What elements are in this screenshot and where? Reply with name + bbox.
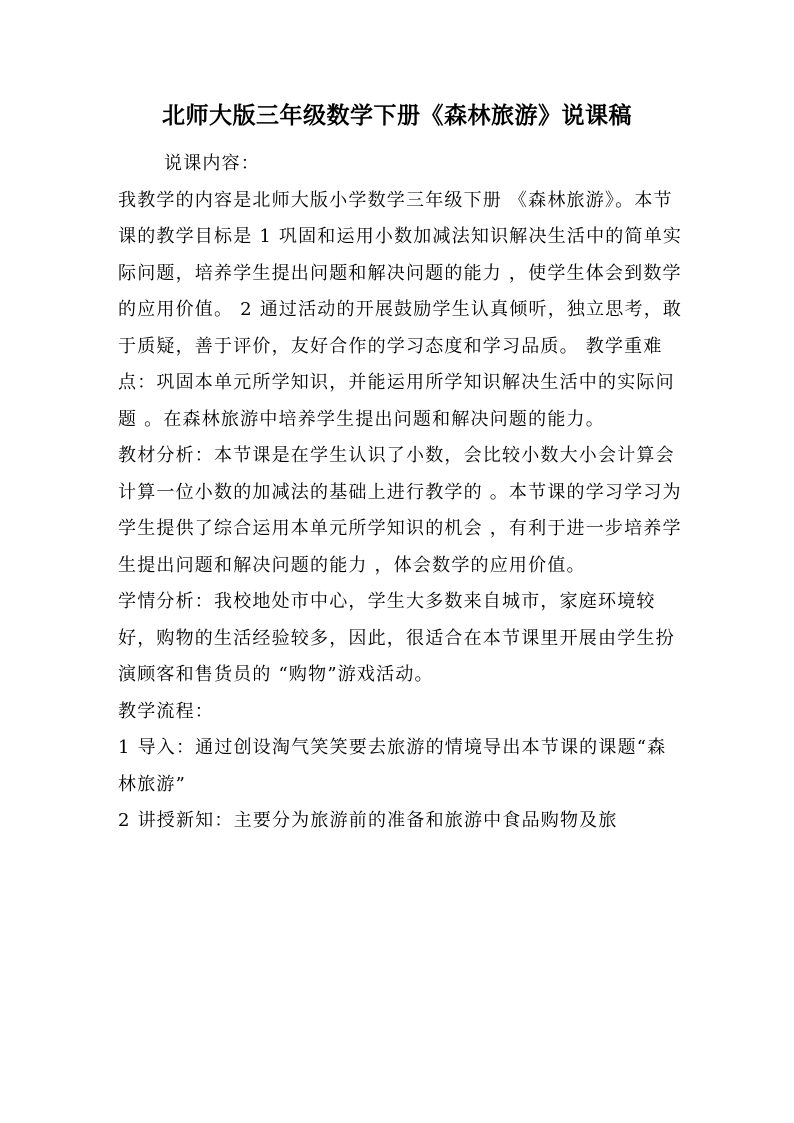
- section-label: 说课内容：: [164, 153, 260, 174]
- document-body: [118, 146, 684, 840]
- paragraph-material-analysis: 教材分析：本节课是在学生认识了小数，会比较小数大小会计算会计算一位小数的加减法的基础上进行教学的 。本节课的学习学习为学生提供了综合运用本单元所学知识的机会 ，有利于进一步培养学生提出问题和解决问题的能力 ，体会数学的应用价值。: [118, 445, 682, 576]
- document-title: 北师大版三年级数学下册《森林旅游》说课稿: [162, 102, 632, 129]
- paragraph-step-2: 2 讲授新知：主要分为旅游前的准备和旅游中食品购物及旅: [118, 810, 618, 831]
- paragraph-step-1: 1 导入：通过创设淘气笑笑要去旅游的情境导出本节课的课题“森林旅游”: [118, 737, 667, 795]
- paragraph-student-analysis: 学情分析：我校地处市中心，学生大多数来自城市，家庭环境较好，购物的生活经验较多，因此，很适合在本节课里开展由学生扮演顾客和售货员的 “购物”游戏活动。: [118, 591, 675, 685]
- paragraph-process-heading: 教学流程：: [118, 700, 214, 722]
- paragraph-objectives: 我教学的内容是北师大版小学数学三年级下册 《森林旅游》。本节课的教学目标是 1 巩固和运用小数加减法知识解决生活中的简单实际问题，培养学生提出问题和解决问题的能力 ，使学生体会到数学的应用价值。 2 通过活动的开展鼓励学生认真倾听，独立思考，敢于质疑，善于评价，友好合作的学习态度和学习品质。 教学重难点：巩固本单元所学知识，并能运用所学知识解决生活中的实际问题 。在森林旅游中培养学生提出问题和解决问题的能力。: [118, 189, 683, 430]
